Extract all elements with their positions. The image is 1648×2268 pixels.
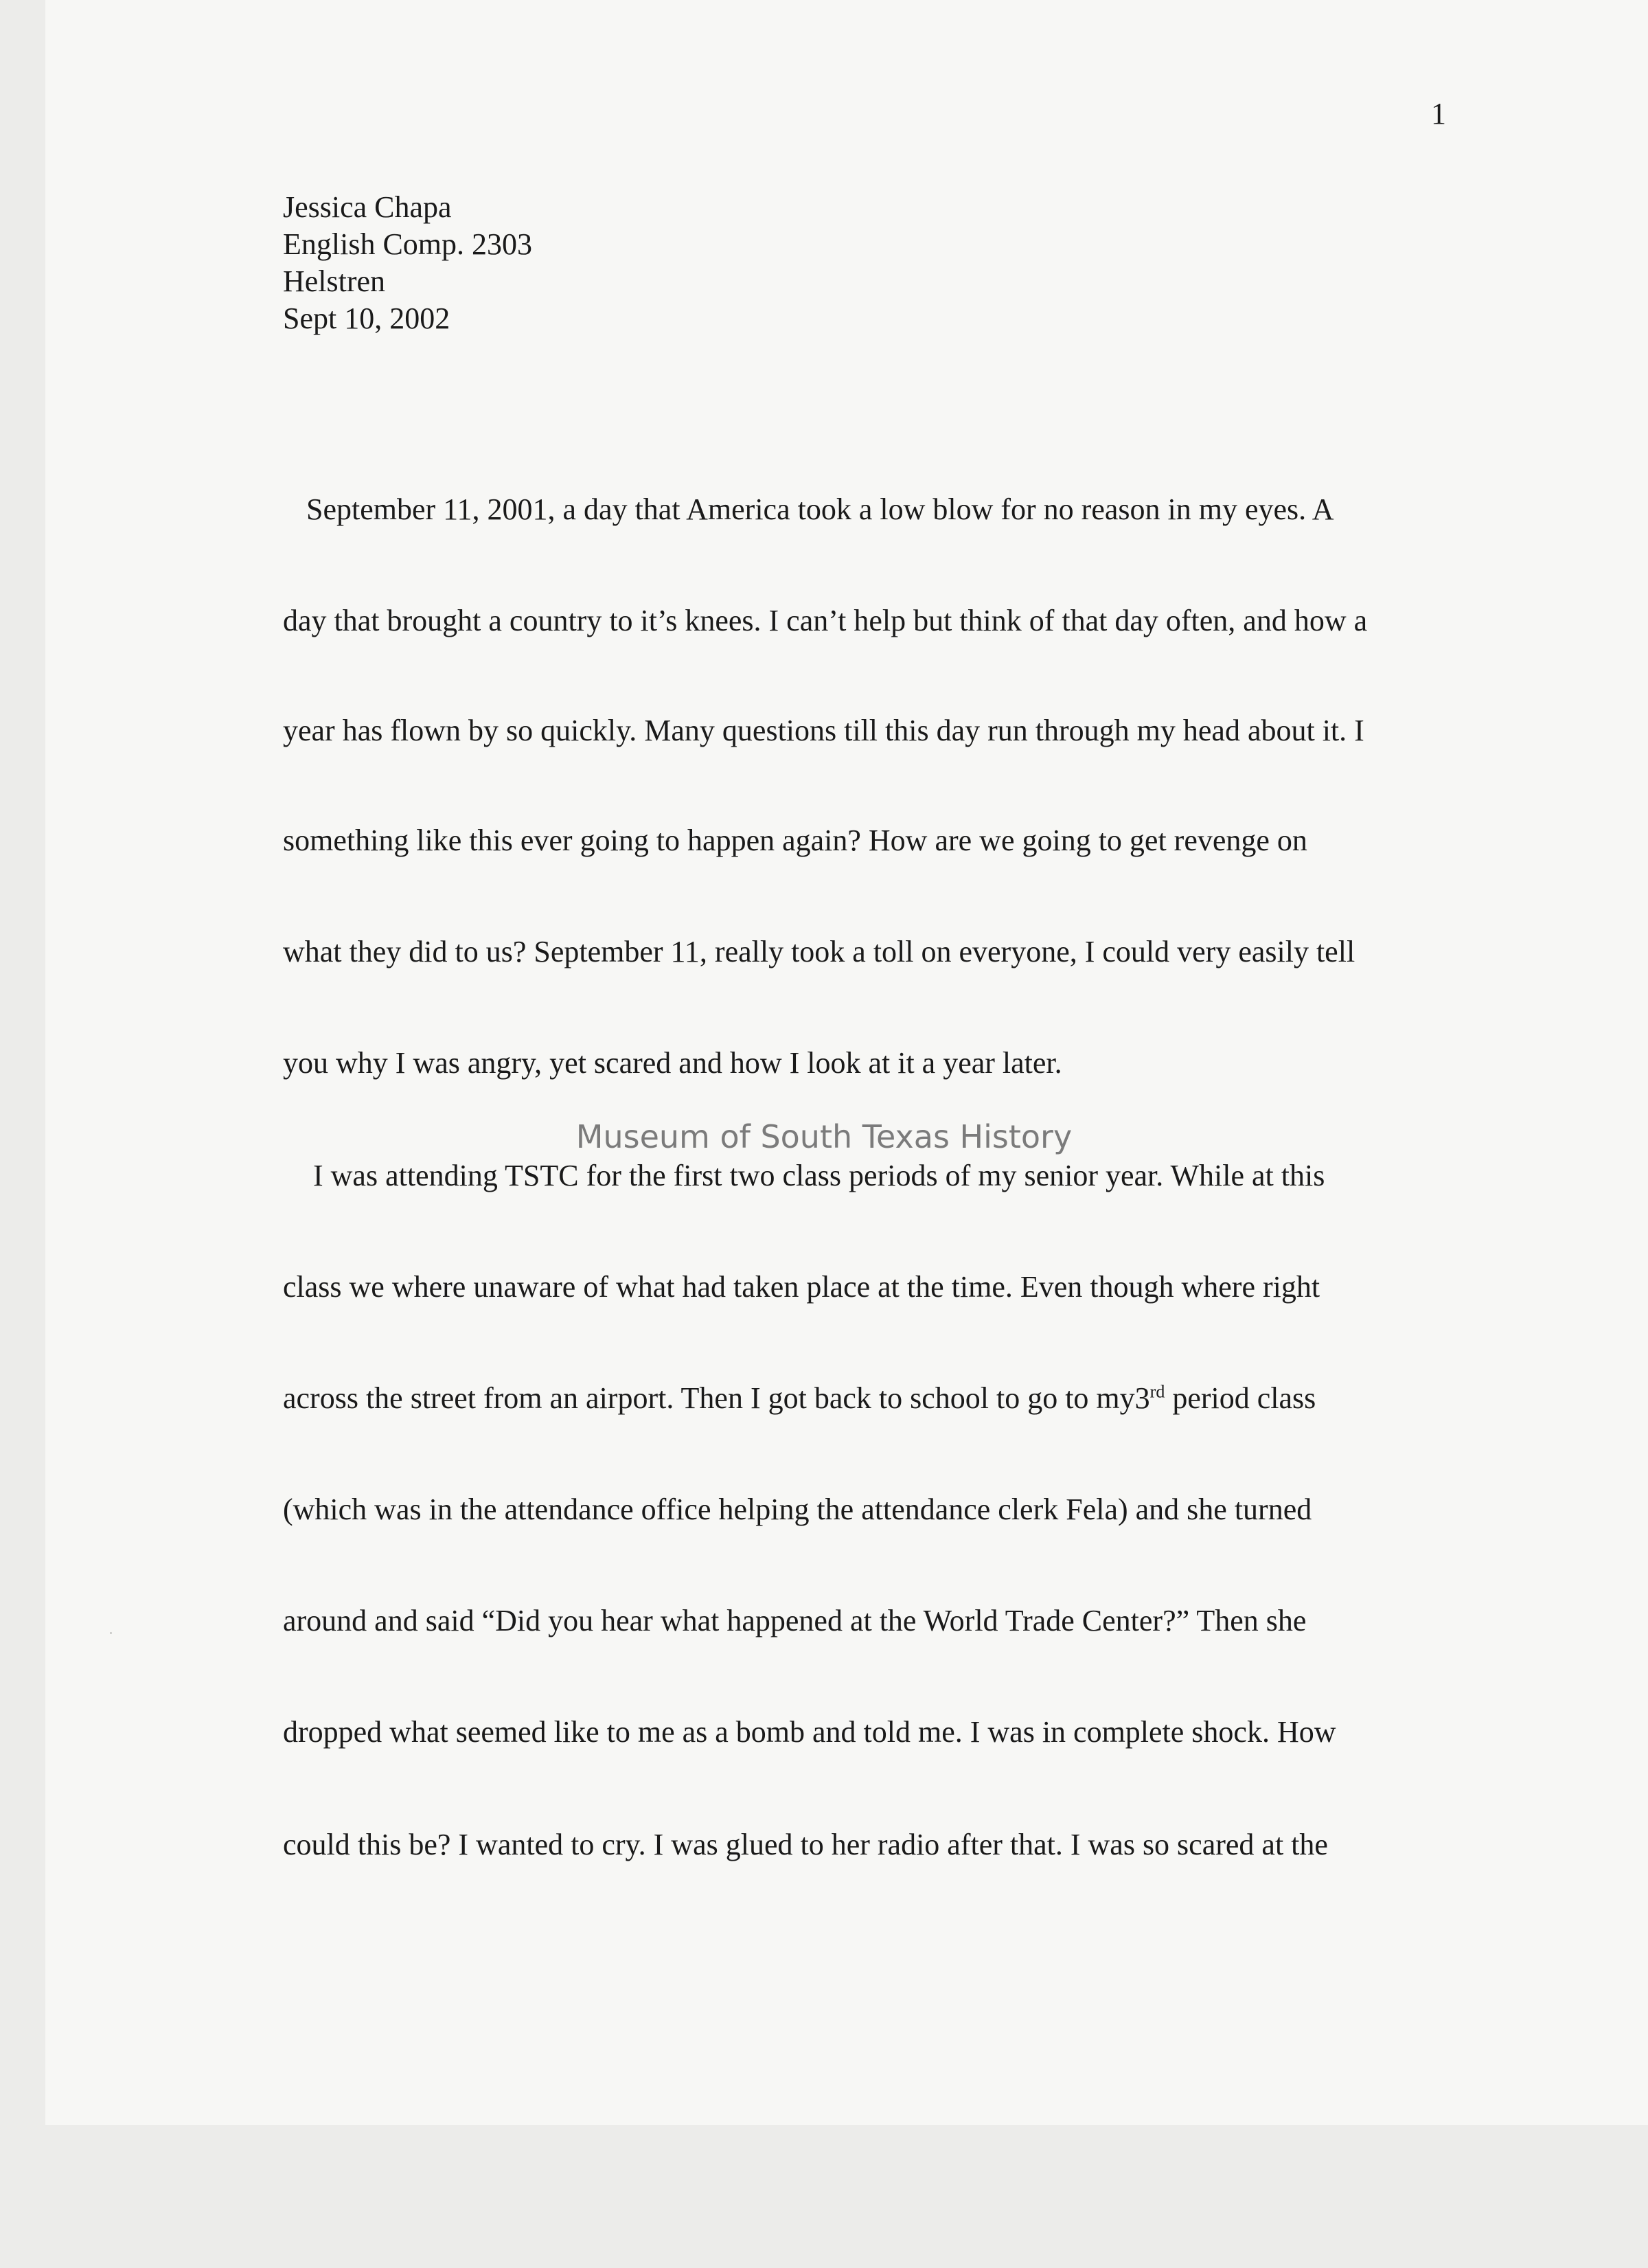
museum-watermark: Museum of South Texas History	[575, 1118, 1073, 1155]
ordinal-suffix: rd	[1149, 1381, 1165, 1402]
body-line: dropped what seemed like to me as a bomb and told me. I was in complete shock. How	[283, 1715, 1336, 1749]
body-line-text: across the street from an airport. Then I got back to school to go to my3	[283, 1381, 1150, 1415]
body-line: (which was in the attendance office helping the attendance clerk Fela) and she turned	[283, 1493, 1312, 1526]
body-line: I was attending TSTC for the first two class periods of my senior year. While at this	[313, 1159, 1325, 1192]
essay-date: Sept 10, 2002	[283, 302, 450, 335]
body-line	[283, 1381, 1316, 1416]
page-number: 1	[1431, 97, 1446, 131]
instructor-name: Helstren	[283, 264, 386, 298]
body-line: what they did to us? September 11, really took a toll on everyone, I could very easily tell	[283, 935, 1355, 968]
course-name: English Comp. 2303	[283, 227, 533, 261]
scan-speck	[110, 1632, 112, 1634]
body-line-text: period class	[1165, 1381, 1316, 1415]
body-line: you why I was angry, yet scared and how I look at it a year later.	[283, 1046, 1062, 1080]
body-line: September 11, 2001, a day that America took a low blow for no reason in my eyes. A	[306, 492, 1334, 526]
body-line: class we where unaware of what had taken place at the time. Even though where right	[283, 1270, 1320, 1304]
body-line: something like this ever going to happen again? How are we going to get revenge on	[283, 824, 1307, 857]
body-line: year has flown by so quickly. Many questions till this day run through my head about it. I	[283, 714, 1364, 747]
essay-heading	[283, 189, 532, 337]
body-line: around and said “Did you hear what happened at the World Trade Center?” Then she	[283, 1604, 1307, 1637]
author-name: Jessica Chapa	[283, 190, 452, 224]
body-line: could this be? I wanted to cry. I was glued to her radio after that. I was so scared at the	[283, 1828, 1328, 1861]
body-line: day that brought a country to it’s knees. I can’t help but think of that day often, and how a	[283, 604, 1368, 637]
